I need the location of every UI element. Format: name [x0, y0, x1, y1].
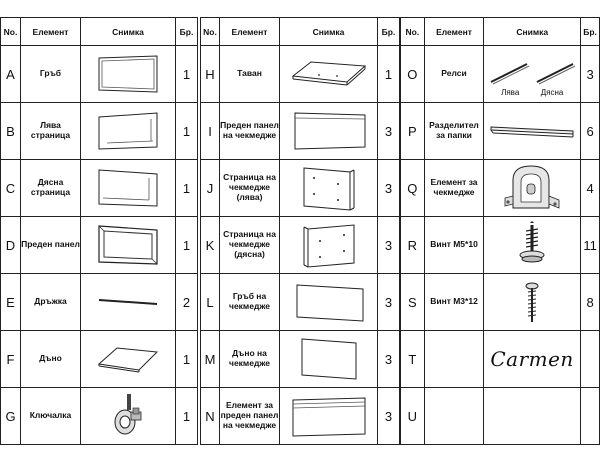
part-image	[484, 274, 581, 331]
bottom-panel-icon	[95, 342, 161, 376]
table-row	[401, 46, 600, 103]
header-qty: Бр.	[378, 18, 400, 46]
table-header	[401, 18, 600, 46]
header-image: Снимка	[81, 18, 176, 46]
part-name: Винт M3*12	[424, 274, 484, 331]
back-panel-icon	[95, 52, 161, 96]
part-letter: O	[401, 46, 425, 103]
part-name: Таван	[220, 46, 280, 103]
table-row	[401, 331, 600, 388]
table-row	[201, 103, 400, 160]
part-qty: 1	[176, 103, 198, 160]
part-image	[81, 46, 176, 103]
part-qty: 8	[581, 274, 600, 331]
part-name: Гръб	[21, 46, 81, 103]
part-letter: U	[401, 388, 425, 445]
header-image: Снимка	[280, 18, 378, 46]
part-name	[424, 331, 484, 388]
header-qty: Бр.	[176, 18, 198, 46]
part-letter: K	[201, 217, 220, 274]
part-name: Лява страница	[21, 103, 81, 160]
table-row	[201, 388, 400, 445]
part-letter: Q	[401, 160, 425, 217]
table-row	[201, 217, 400, 274]
part-image	[81, 331, 176, 388]
table-row	[1, 274, 198, 331]
part-image	[484, 331, 581, 388]
table-row	[1, 217, 198, 274]
part-name: Елемент за чекмедже	[424, 160, 484, 217]
part-qty: 6	[581, 103, 600, 160]
drawer-bottom-icon	[294, 335, 364, 383]
front-panel-icon	[95, 222, 161, 268]
handle-icon	[95, 292, 161, 312]
part-qty: 1	[176, 388, 198, 445]
part-image	[484, 103, 581, 160]
part-image	[81, 103, 176, 160]
part-name	[424, 388, 484, 445]
part-name: Гръб на чекмедже	[220, 274, 280, 331]
part-qty: 4	[581, 160, 600, 217]
drawer-back-icon	[289, 279, 369, 325]
part-name: Дъно на чекмедже	[220, 331, 280, 388]
part-letter: D	[1, 217, 21, 274]
part-qty: 1	[176, 46, 198, 103]
parts-table-1	[0, 17, 198, 445]
part-letter: N	[201, 388, 220, 445]
part-image	[280, 331, 378, 388]
drawer-right-side-icon	[294, 221, 364, 269]
part-letter: B	[1, 103, 21, 160]
table-row	[1, 160, 198, 217]
parts-table-2	[200, 17, 400, 445]
table-row	[201, 46, 400, 103]
header-image: Снимка	[484, 18, 581, 46]
part-image	[484, 160, 581, 217]
part-qty: 1	[176, 331, 198, 388]
header-qty: Бр.	[581, 18, 600, 46]
screw-m3-icon	[517, 278, 547, 326]
part-name: Ключалка	[21, 388, 81, 445]
part-name: Преден панел	[21, 217, 81, 274]
lock-icon	[103, 392, 153, 440]
part-letter: M	[201, 331, 220, 388]
folder-divider-icon	[487, 121, 577, 141]
part-qty: 3	[378, 103, 400, 160]
part-letter: I	[201, 103, 220, 160]
drawer-front-element-icon	[289, 394, 369, 438]
part-name: Страница на чекмедже (дясна)	[220, 217, 280, 274]
parts-table-3	[400, 17, 600, 445]
drawer-front-panel-icon	[289, 109, 369, 153]
part-letter: F	[1, 331, 21, 388]
part-name: Винт M5*10	[424, 217, 484, 274]
part-letter: J	[201, 160, 220, 217]
right-side-panel-icon	[95, 166, 161, 210]
table-row	[201, 331, 400, 388]
part-qty: 1	[176, 160, 198, 217]
part-qty: 2	[176, 274, 198, 331]
part-letter: R	[401, 217, 425, 274]
rail-left-label: Лява	[501, 87, 520, 97]
part-image	[280, 103, 378, 160]
part-letter: C	[1, 160, 21, 217]
screw-m5-icon	[512, 221, 552, 269]
left-side-panel-icon	[95, 109, 161, 153]
part-name: Страница на чекмедже (лява)	[220, 160, 280, 217]
part-image	[280, 160, 378, 217]
drawer-bracket-icon	[501, 162, 563, 214]
part-image	[484, 46, 581, 103]
part-image	[81, 160, 176, 217]
part-name: Дръжка	[21, 274, 81, 331]
part-image	[81, 274, 176, 331]
part-qty: 11	[581, 217, 600, 274]
drawer-left-side-icon	[294, 164, 364, 212]
part-image	[484, 388, 581, 445]
part-qty: 1	[378, 46, 400, 103]
table-row	[401, 160, 600, 217]
header-element: Елемент	[220, 18, 280, 46]
header-no: No.	[201, 18, 220, 46]
part-image	[484, 217, 581, 274]
table-row	[1, 103, 198, 160]
part-qty: 3	[378, 160, 400, 217]
part-name: Разделител за папки	[424, 103, 484, 160]
part-letter: E	[1, 274, 21, 331]
part-qty: 3	[378, 274, 400, 331]
table-row	[401, 388, 600, 445]
part-letter: T	[401, 331, 425, 388]
table-row	[201, 274, 400, 331]
table-row	[1, 46, 198, 103]
part-image	[81, 388, 176, 445]
header-no: No.	[1, 18, 21, 46]
table-row	[1, 331, 198, 388]
part-letter: S	[401, 274, 425, 331]
table-row	[401, 217, 600, 274]
table-header	[1, 18, 198, 46]
part-letter: L	[201, 274, 220, 331]
rails-icon	[487, 58, 577, 88]
part-name: Дъно	[21, 331, 81, 388]
part-image	[280, 46, 378, 103]
top-panel-icon	[289, 56, 369, 92]
header-element: Елемент	[424, 18, 484, 46]
rail-right-label: Дясна	[540, 87, 564, 97]
part-qty: 3	[378, 331, 400, 388]
part-qty: 3	[378, 217, 400, 274]
table-header	[201, 18, 400, 46]
part-image	[280, 217, 378, 274]
part-qty	[581, 331, 600, 388]
part-name: Релси	[424, 46, 484, 103]
header-no: No.	[401, 18, 425, 46]
header-element: Елемент	[21, 18, 81, 46]
brand-logo: Carmen	[490, 347, 574, 371]
table-row	[401, 103, 600, 160]
part-qty	[581, 388, 600, 445]
part-letter: A	[1, 46, 21, 103]
part-letter: G	[1, 388, 21, 445]
part-qty: 1	[176, 217, 198, 274]
part-image	[280, 388, 378, 445]
part-letter: H	[201, 46, 220, 103]
part-name: Преден панел на чекмедже	[220, 103, 280, 160]
part-letter: P	[401, 103, 425, 160]
part-image	[81, 217, 176, 274]
part-name: Елемент за преден панел на чекмедже	[220, 388, 280, 445]
table-row	[1, 388, 198, 445]
part-image	[280, 274, 378, 331]
table-row	[401, 274, 600, 331]
part-name: Дясна страница	[21, 160, 81, 217]
part-qty: 3	[581, 46, 600, 103]
part-qty: 3	[378, 388, 400, 445]
table-row	[201, 160, 400, 217]
